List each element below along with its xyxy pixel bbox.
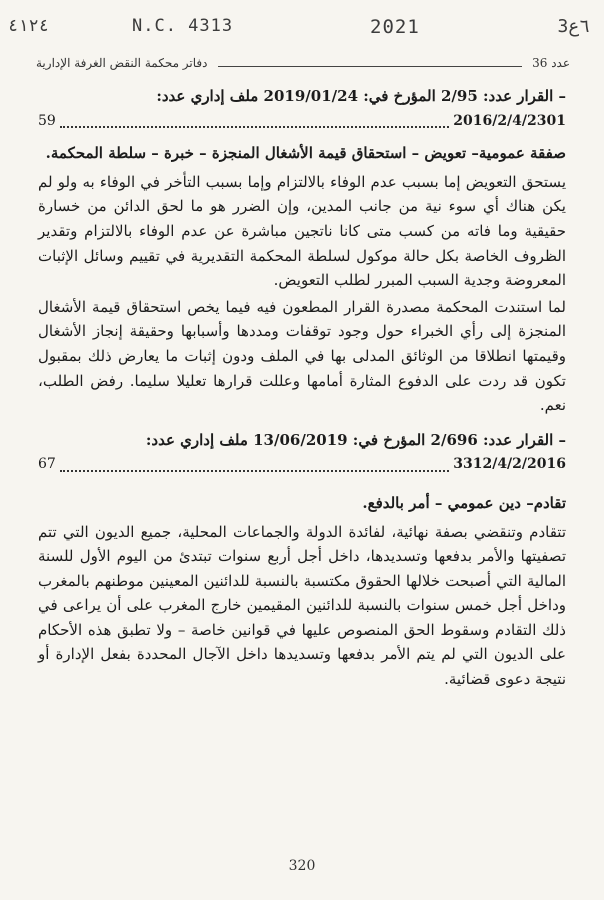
page-number: 320 bbox=[288, 858, 316, 874]
page-reference: 59 bbox=[38, 112, 56, 129]
handwritten-note-left: ٤١٢٤ bbox=[8, 16, 49, 36]
decision-file-line bbox=[38, 109, 566, 134]
page-content bbox=[38, 84, 566, 694]
handwritten-year: 2021 bbox=[370, 16, 420, 38]
keywords: صفقة عمومية– تعويض – استحقاق قيمة الأشغال المنجزة – خبرة – سلطة المحكمة. bbox=[45, 144, 566, 163]
handwritten-reference: N.C. 4313 bbox=[132, 16, 234, 36]
file-number: 2016/2/4/2301 bbox=[453, 112, 566, 129]
summary-paragraph: تتقادم وتنقضي بصفة نهائية، لفائدة الدولة والجماعات المحلية، جميع الديون التي تتم تصفيتها والأمر بدفعها وتسديدها، داخل أجل أربع سنوات تبتدئ من اليوم الأول للسنة المالية التي أصبحت خلالها الحقوق مكتسبة بالنسبة للدائنين المعينين موطنهم بالمغرب وداخل أجل خمس سنوات بالنسبة للدائنين المقيمين خارج المغرب على أن يراعى في ذلك التقادم وسقوط الحق المنصوص عليها في قوانين خاصة – ولا تطبق هذه الأحكام على الديون التي لم يتم الأمر بدفعها وتسديدها داخل الآجال المحددة بفعل الإدارة أو نتيجة دعوى قضائية. bbox=[38, 522, 566, 689]
decision-heading: – القرار عدد: 2/696 المؤرخ في: 13/06/2019 ملف إداري عدد: bbox=[145, 430, 566, 449]
header-issue: عدد 36 bbox=[532, 56, 570, 70]
decision-file-line bbox=[38, 452, 566, 477]
header-rule bbox=[218, 66, 523, 67]
handwritten-note-right: 3٦ع bbox=[557, 16, 590, 37]
page-reference: 67 bbox=[38, 456, 56, 473]
dot-leader bbox=[60, 126, 449, 128]
header-title: دفاتر محكمة النقض الغرفة الإدارية bbox=[36, 56, 208, 70]
keywords: تقادم– دين عمومي – أمر بالدفع. bbox=[362, 493, 566, 512]
decision-heading: – القرار عدد: 2/95 المؤرخ في: 2019/01/24 ملف إداري عدد: bbox=[156, 87, 566, 105]
summary-paragraph: لما استندت المحكمة مصدرة القرار المطعون فيه فيما يخص استحقاق قيمة الأشغال المنجزة إلى رأي الخبراء حول وجود توقفات ومددها وأسبابها وحقيقة إنجاز الأشغال وقيمتها انطلاقا من الوثائق المدلى بها في الملف ودون إثبات ما يعارض ذلك بمقبول تكون قد ردت على الدفوع المثارة أمامها وعللت قرارها تعليلا سليما. رفض الطلب، نعم. bbox=[38, 297, 566, 415]
decision-entry bbox=[38, 84, 566, 133]
file-number: 3312/4/2/2016 bbox=[453, 456, 566, 473]
decision-entry bbox=[38, 428, 566, 477]
dot-leader bbox=[60, 470, 449, 472]
summary-paragraph: يستحق التعويض إما بسبب عدم الوفاء بالالتزام وإما بسبب التأخر في الوفاء به ولو لم يكن هناك أي سوء نية من جانب المدين، وإن الضرر هو ما لحق الدائن من خسارة حقيقية وما فاته من كسب متى كانا ناتجين مباشرة عن عدم الوفاء بالالتزام وتقدير الظروف الخاصة بكل حالة موكول لسلطة المحكمة التقديرية في تقييم وسائل الإثبات المعروضة وجدية السبب المبرر لطلب التعويض. bbox=[38, 172, 566, 290]
running-header bbox=[36, 56, 570, 70]
